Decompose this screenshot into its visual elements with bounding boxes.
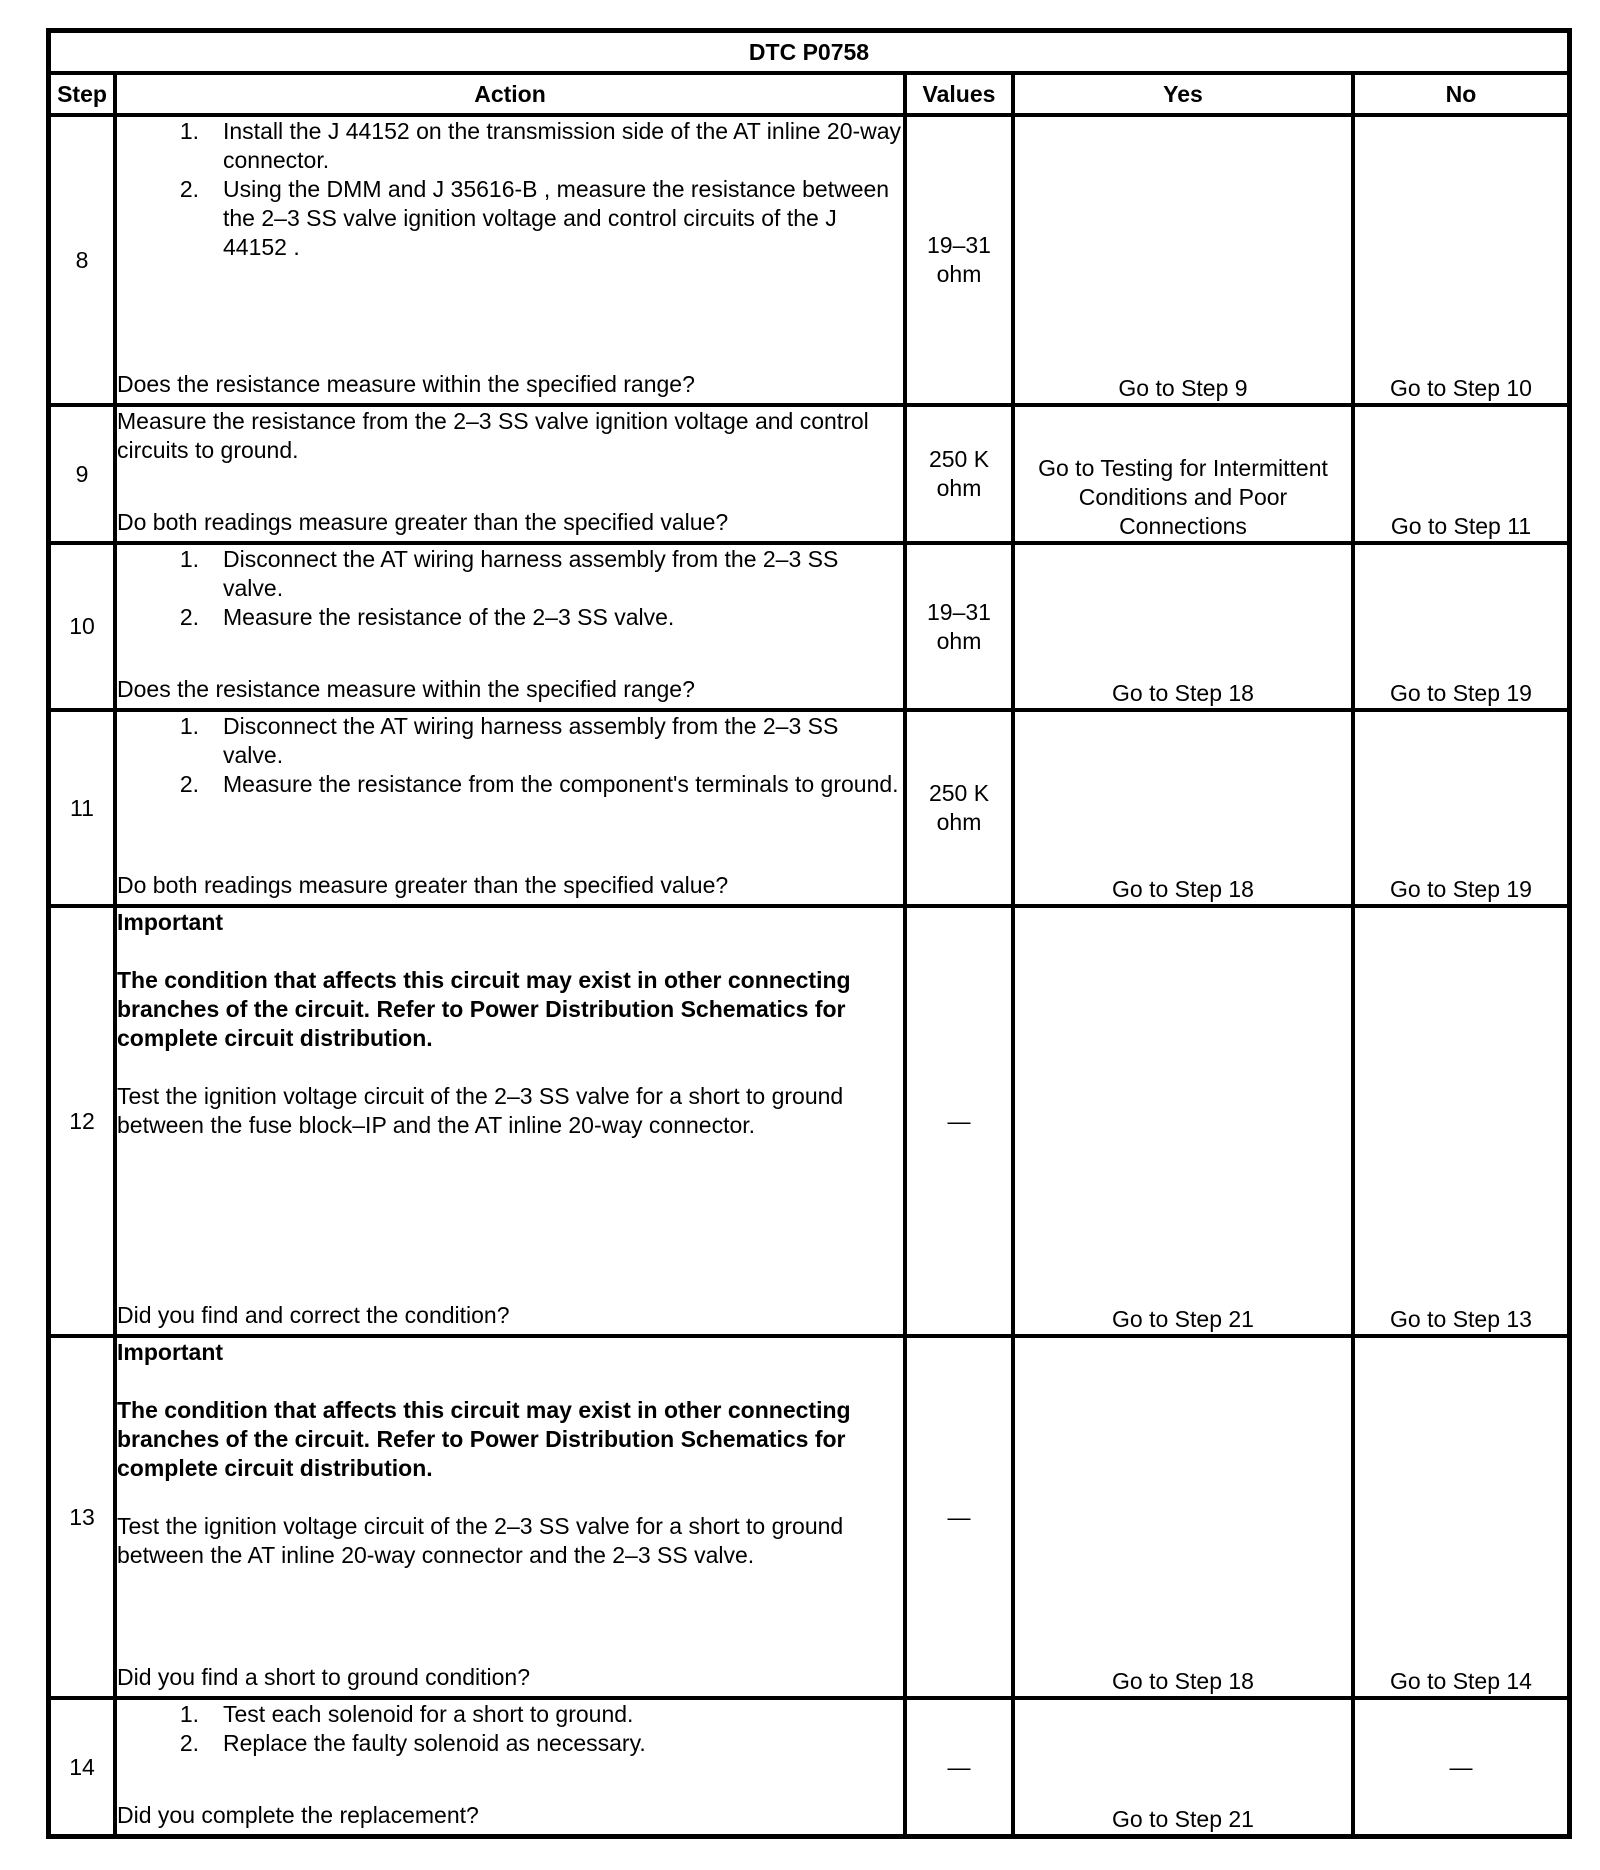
action-question: Does the resistance measure within the specified range? — [117, 371, 695, 397]
dtc-document — [46, 28, 1566, 1839]
value-cell: — — [905, 1336, 1013, 1698]
action-cell — [115, 543, 905, 710]
action-cell — [115, 1698, 905, 1836]
header-step: Step — [49, 73, 115, 115]
action-paragraph: Test the ignition voltage circuit of the 2–3 SS valve for a short to ground between the fuse block–IP and the AT inline 20-way connector. — [117, 1083, 844, 1138]
table-row — [49, 405, 1569, 543]
header-yes: Yes — [1013, 73, 1353, 115]
step-number: 8 — [49, 115, 115, 405]
header-row — [49, 73, 1569, 115]
important-label: Important — [117, 909, 224, 935]
action-steps — [117, 545, 903, 632]
no-cell: Go to Step 19 — [1353, 710, 1569, 906]
yes-cell: Go to Testing for Intermittent Conditions and Poor Connections — [1013, 405, 1353, 543]
yes-cell: Go to Step 21 — [1013, 906, 1353, 1336]
header-values: Values — [905, 73, 1013, 115]
list-item: 1. Test each solenoid for a short to ground. — [179, 1701, 634, 1727]
action-steps — [117, 117, 903, 262]
no-cell: Go to Step 11 — [1353, 405, 1569, 543]
value-cell: 250 K ohm — [905, 405, 1013, 543]
step-number: 9 — [49, 405, 115, 543]
action-paragraph: Test the ignition voltage circuit of the 2–3 SS valve for a short to ground between the AT inline 20-way connector and the 2–3 SS valve. — [117, 1513, 844, 1568]
value-cell: 250 K ohm — [905, 710, 1013, 906]
table-row — [49, 710, 1569, 906]
yes-cell: Go to Step 9 — [1013, 115, 1353, 405]
diagnostic-table — [46, 28, 1572, 1839]
action-cell — [115, 115, 905, 405]
table-row — [49, 906, 1569, 1336]
yes-cell: Go to Step 18 — [1013, 543, 1353, 710]
step-number: 12 — [49, 906, 115, 1336]
yes-cell: Go to Step 21 — [1013, 1698, 1353, 1836]
no-cell: Go to Step 10 — [1353, 115, 1569, 405]
important-label: Important — [117, 1339, 224, 1365]
table-row — [49, 115, 1569, 405]
table-title: DTC P0758 — [49, 31, 1569, 73]
action-question: Does the resistance measure within the specified range? — [117, 676, 695, 702]
title-row — [49, 31, 1569, 73]
list-item: 1. Disconnect the AT wiring harness assembly from the 2–3 SS valve. — [179, 546, 839, 601]
action-cell — [115, 1336, 905, 1698]
no-cell: — — [1353, 1698, 1569, 1836]
value-cell: 19–31 ohm — [905, 543, 1013, 710]
important-note: The condition that affects this circuit may exist in other connecting branches of the circuit. Refer to Power Distribution Schematics for complete circuit distribution. — [117, 967, 851, 1051]
action-question: Do both readings measure greater than the specified value? — [117, 509, 729, 535]
yes-cell: Go to Step 18 — [1013, 1336, 1353, 1698]
value-cell: 19–31 ohm — [905, 115, 1013, 405]
table-row — [49, 543, 1569, 710]
table-row — [49, 1336, 1569, 1698]
no-cell: Go to Step 14 — [1353, 1336, 1569, 1698]
yes-cell: Go to Step 18 — [1013, 710, 1353, 906]
action-steps — [117, 1700, 903, 1758]
header-action: Action — [115, 73, 905, 115]
step-number: 10 — [49, 543, 115, 710]
value-cell: — — [905, 906, 1013, 1336]
action-question: Do both readings measure greater than the specified value? — [117, 872, 729, 898]
list-item: 1. Install the J 44152 on the transmission side of the AT inline 20-way connector. — [179, 118, 902, 173]
action-question: Did you find and correct the condition? — [117, 1302, 510, 1328]
header-no: No — [1353, 73, 1569, 115]
action-question: Did you complete the replacement? — [117, 1802, 479, 1828]
action-cell — [115, 906, 905, 1336]
list-item: 1. Disconnect the AT wiring harness assembly from the 2–3 SS valve. — [179, 713, 839, 768]
action-steps — [117, 712, 903, 799]
step-number: 14 — [49, 1698, 115, 1836]
table-row — [49, 1698, 1569, 1836]
step-number: 11 — [49, 710, 115, 906]
step-number: 13 — [49, 1336, 115, 1698]
list-item: 2. Using the DMM and J 35616-B , measure the resistance between the 2–3 SS valve ignition voltage and control circuits of the J 44152 . — [179, 176, 890, 260]
value-cell: — — [905, 1698, 1013, 1836]
important-note: The condition that affects this circuit may exist in other connecting branches of the circuit. Refer to Power Distribution Schematics for complete circuit distribution. — [117, 1397, 851, 1481]
action-paragraph: Measure the resistance from the 2–3 SS valve ignition voltage and control circuits to ground. — [117, 408, 869, 463]
no-cell: Go to Step 13 — [1353, 906, 1569, 1336]
no-cell: Go to Step 19 — [1353, 543, 1569, 710]
list-item: 2. Measure the resistance from the component's terminals to ground. — [179, 771, 899, 797]
list-item: 2. Replace the faulty solenoid as necessary. — [179, 1730, 646, 1756]
action-question: Did you find a short to ground condition? — [117, 1664, 530, 1690]
action-cell — [115, 405, 905, 543]
action-cell — [115, 710, 905, 906]
list-item: 2. Measure the resistance of the 2–3 SS valve. — [179, 604, 675, 630]
